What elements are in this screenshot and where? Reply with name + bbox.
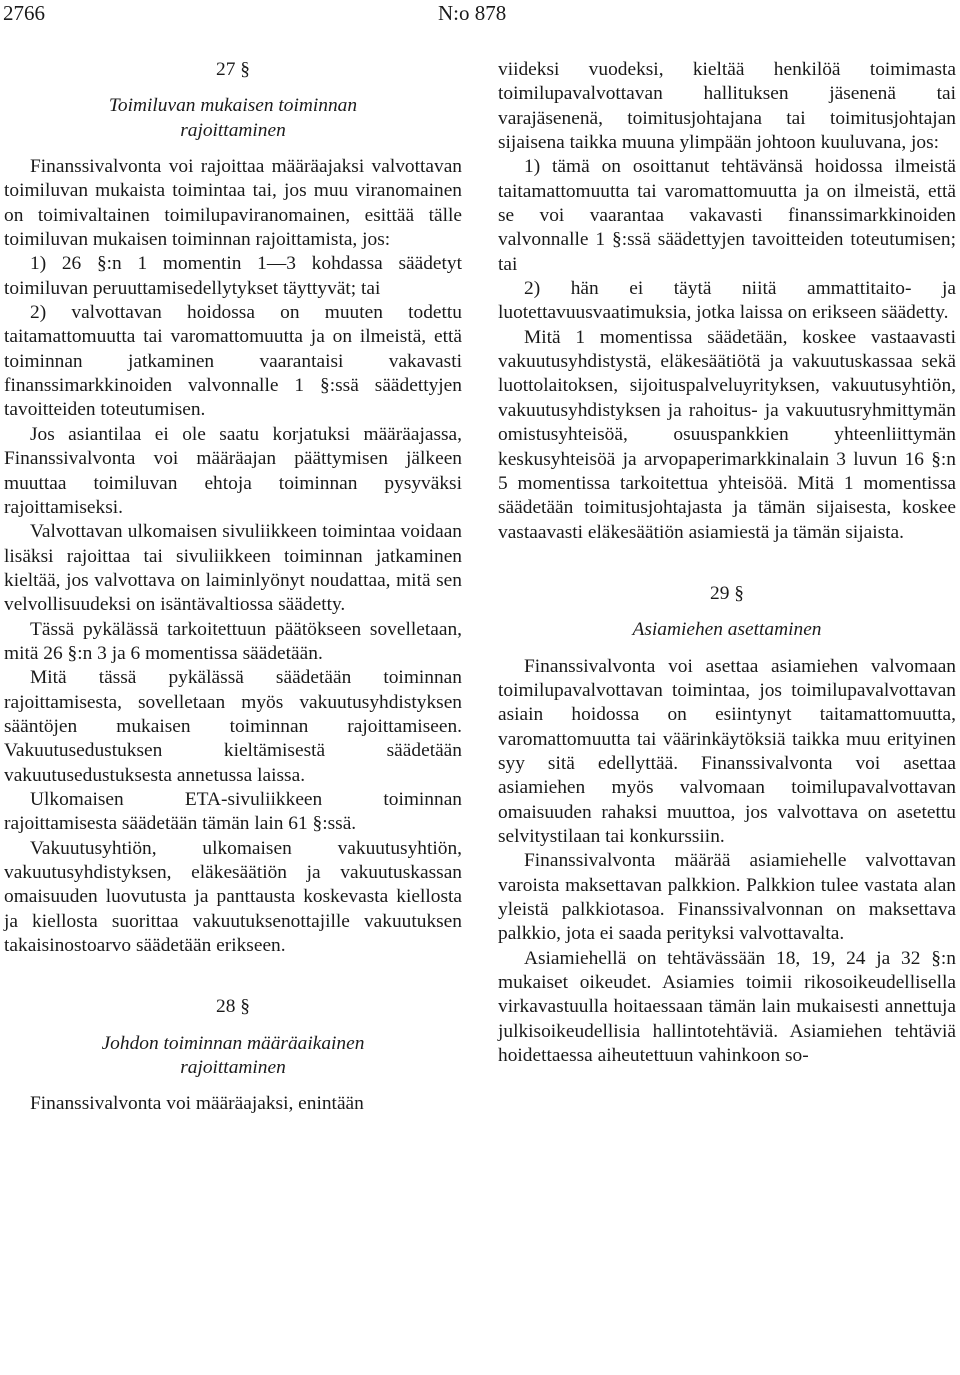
paragraph-continued: viideksi vuodeksi, kieltää henkilöä toimimasta toimilupavalvottavan hallituksen jäsenenä tai varajäsenenä, toimitusjohtajana tai toimitusjohtajan sijaisena taikka muuna ylimpään johtoon kuuluvana, jos: [498,59,956,154]
paragraph: Finanssivalvonta voi määräajaksi, enintään [30,1093,364,1115]
section-29-number: 29 § [710,582,744,604]
paragraph: 2) valvottavan hoidossa on muuten todettu taitamattomuutta tai varomattomuutta ja on ilmeistä, että toiminnan jatkaminen vaarantaisi vakavasti finanssimarkkinoiden valvonnalle 1 §:ssä säädettyjen tavoitteiden toteutumisen. [4,302,462,421]
paragraph: Mitä tässä pykälässä säädetään toiminnan rajoittamisesta, sovelletaan myös vakuutusyhdistyksen sääntöjen mukaisen toiminnan rajoittamiseen. Vakuutusedustuksen kieltämisestä säädetään vakuutusedustuksesta annetussa laissa. [4,667,462,786]
paragraph: Tässä pykälässä tarkoitettuun päätökseen sovelletaan, mitä 26 §:n 3 ja 6 momentissa säädetään. [4,618,462,664]
section-27-title-line-2: rajoittaminen [180,119,286,141]
page-number: 2766 [3,1,45,25]
section-27-number: 27 § [216,59,250,80]
paragraph: Jos asiantilaa ei ole saatu korjatuksi määräajassa, Finanssivalvonta voi määräajan päättymisen jälkeen muuttaa toimiluvan ehtoja toiminnan pysyväksi rajoittamiseksi. [4,423,462,518]
paragraph: Mitä 1 momentissa säädetään, koskee vastaavasti vakuutusyhdistystä, eläkesäätiötä ja vakuutuskassaa sekä luottolaitoksen, sijoituspalveluyrityksen, vakuutusyhtiön, vakuutusyhdistyksen ja rahoitus- ja vakuutusryhmittymän omistusyhteisöä, osuuspankkien yhteenliittymän keskusyhteisöä ja arvopaperimarkkinalain 3 luvun 16 §:n 5 momentissa tarkoitettua yhteisöä. Mitä 1 momentissa säädetään toimitusjohtajasta ja tämän sijaisesta, koskee vastaavasti eläkesäätiön asiamiestä ja tämän sijaista. [498,326,956,543]
paragraph: Ulkomaisen ETA-sivuliikkeen toiminnan rajoittamisesta säädetään tämän lain 61 §:ssä. [4,788,462,835]
paragraph: Finanssivalvonta voi rajoittaa määräajaksi valvottavan toimiluvan mukaista toimintaa tai, jos muu viranomainen on toimivaltainen toimilupaviranomainen, esittää tälle toimiluvan mukaisen toiminnan rajoittamista, jos: [4,156,462,251]
paragraph: Asiamiehellä on tehtävässään 18, 19, 24 ja 32 §:n mukaiset oikeudet. Asiamies toimii rikosoikeudellisella virkavastuulla hoitaessaan tämän lain mukaisesti annettuja julkisoikeudellisia hallintotehtäviä. Asiamiehen tehtäviä hoidettaessa aiheutettuun vahinkoon so- [498,947,956,1067]
section-28-title-line-1: Johdon toiminnan määräaikainen [101,1032,365,1054]
section-28-number: 28 § [216,996,250,1018]
paragraph: 2) hän ei täytä niitä ammattitaito- ja luotettavuusvaatimuksia, jotka laissa on erikseen säädetty. [498,278,956,324]
page-header [0,0,960,30]
section-29-title: Asiamiehen asettaminen [632,619,822,641]
section-28-title-line-2: rajoittaminen [180,1057,286,1079]
section-27-title-line-1: Toimiluvan mukaisen toiminnan [108,95,358,117]
paragraph: 1) 26 §:n 1 momentin 1—3 kohdassa säädetyt toimiluvan peruuttamisedellytykset täyttyvät; tai [4,253,462,299]
issue-number: N:o 878 [438,1,507,25]
paragraph: Finanssivalvonta voi asettaa asiamiehen valvomaan toimilupavalvottavan toimintaa, jos toimilupavalvottavan asiain hoidossa on esiintynyt taitamattomuutta, varomattomuutta tai väärinkäytöksiä taikka muu erityinen syy sitä edellyttää. Finanssivalvonta voi asettaa asiamiehen myös valvomaan toimilupavalvottavan omaisuuden rahaksi muuttoa, jos valvottava on asetettu selvitystilaan tai konkurssiin. [498,655,956,847]
paragraph: 1) tämä on osoittanut tehtävänsä hoidossa ilmeistä taitamattomuutta tai varomattomuutta ja on ilmeistä, että se voi vaarantaa vakavasti finanssimarkkinoiden valvonnalle 1 §:ssä säädettyjen tavoitteiden toteutumisen; tai [498,156,956,275]
paragraph: Finanssivalvonta määrää asiamiehelle valvottavan varoista maksettavan palkkion. Palkkion tulee vastata alan yleistä palkkiotasoa. Finanssivalvonnan on maksettava palkkio, jota ei saada perityksi valvottavalta. [498,850,956,945]
paragraph: Vakuutusyhtiön, ulkomaisen vakuutusyhtiön, vakuutusyhdistyksen, eläkesäätiön ja vakuutuskassan omaisuuden luovutusta ja panttausta koskevasta kiellosta ja kiellosta suorittaa vakuutuksenottajille vakuutuksen takaisinostoarvo säädetään erikseen. [4,837,462,957]
left-column [4,58,462,1117]
right-column [498,58,956,1068]
paragraph: Valvottavan ulkomaisen sivuliikkeen toimintaa voidaan lisäksi rajoittaa tai sivuliikkeen toiminnan jatkaminen kieltää, jos valvottava on laiminlyönyt noudattaa, mitä sen velvollisuudeksi on isäntävaltiossa säädetty. [4,521,462,616]
